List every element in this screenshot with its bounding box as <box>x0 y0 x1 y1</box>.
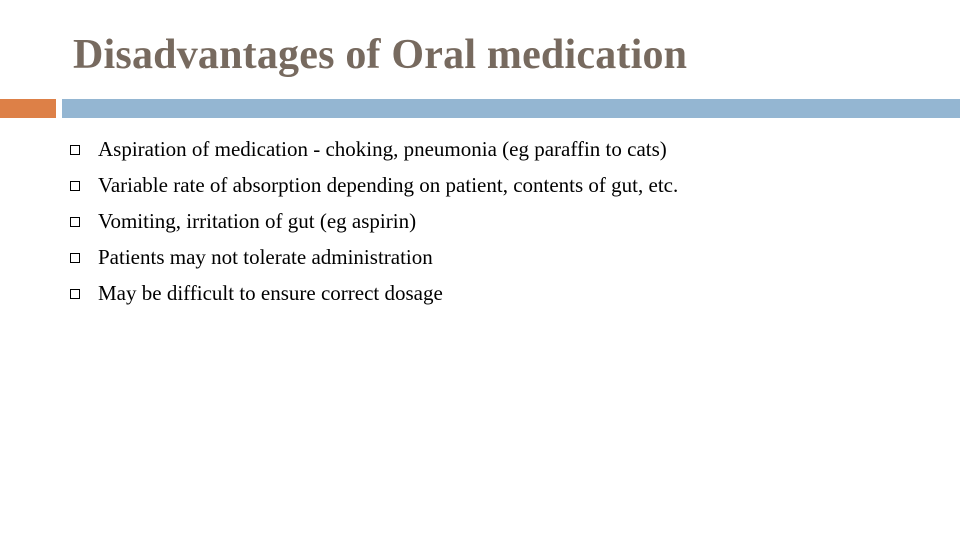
bullet-text: Variable rate of absorption depending on patient, contents of gut, etc. <box>98 172 679 197</box>
square-bullet-icon <box>70 181 80 191</box>
bullet-list <box>70 131 678 311</box>
square-bullet-icon <box>70 253 80 263</box>
bullet-text: Aspiration of medication - choking, pneumonia (eg paraffin to cats) <box>98 136 667 161</box>
accent-bar-orange <box>0 99 56 118</box>
bullet-item <box>70 239 678 275</box>
bullet-item <box>70 167 678 203</box>
bullet-item <box>70 275 678 311</box>
square-bullet-icon <box>70 289 80 299</box>
slide-title: Disadvantages of Oral medication <box>73 32 688 78</box>
bullet-text: May be difficult to ensure correct dosage <box>98 280 443 305</box>
bullet-text: Patients may not tolerate administration <box>98 244 433 269</box>
accent-bar-blue <box>62 99 960 118</box>
square-bullet-icon <box>70 145 80 155</box>
bullet-item <box>70 203 678 239</box>
square-bullet-icon <box>70 217 80 227</box>
bullet-item <box>70 131 678 167</box>
bullet-text: Vomiting, irritation of gut (eg aspirin) <box>98 208 417 233</box>
